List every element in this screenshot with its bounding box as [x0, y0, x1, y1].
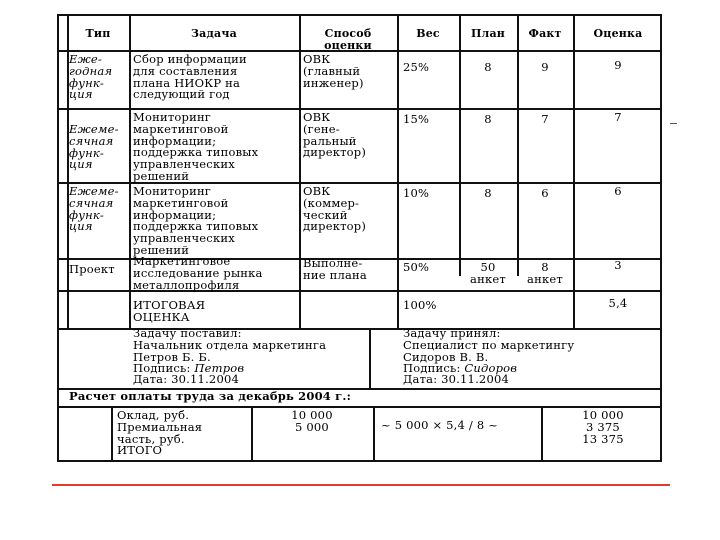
header-task: Задача	[191, 27, 237, 40]
header-plan: План	[470, 27, 506, 40]
row1-weight: 25%	[403, 60, 430, 74]
row2-type: Ежеме- сячная функ- ция	[69, 122, 119, 172]
grid-line	[299, 16, 301, 330]
row2-weight: 15%	[403, 112, 430, 126]
row1-plan: 8	[484, 60, 492, 74]
row4-plan: 50 анкет	[470, 260, 506, 286]
row2-task: Мониторинг маркетинговой информации; поддержка типовых управленческих решений	[133, 110, 259, 183]
row4-method: Выполне- ние плана	[303, 256, 367, 282]
row1-score: 9	[614, 58, 622, 72]
assigned-by: Задачу поставил: Начальник отдела маркетинга Петров Б. Б.	[133, 326, 327, 364]
row3-score: 6	[614, 184, 622, 198]
grid-line	[397, 16, 399, 330]
edge-mark	[670, 123, 677, 124]
grid-line	[373, 406, 375, 462]
row3-method: ОВК (коммер- ческий директор)	[303, 184, 367, 234]
row1-task: Сбор информации для составления плана НИОКР на следующий год	[133, 52, 247, 102]
row4-fact: 8 анкет	[527, 260, 563, 286]
row1-type: Еже- годная функ- ция	[69, 52, 113, 102]
footer-divider	[52, 484, 670, 486]
payment-title: Расчет оплаты труда за декабрь 2004 г.:	[69, 389, 352, 403]
total-score: 5,4	[608, 296, 628, 310]
row4-type: Проект	[69, 262, 115, 276]
assigned-date: Дата: 30.11.2004	[133, 372, 239, 386]
grid-line	[111, 406, 113, 462]
row3-fact: 6	[541, 186, 549, 200]
payment-formula: ~ 5 000 × 5,4 / 8 ~	[381, 418, 499, 432]
row3-weight: 10%	[403, 186, 430, 200]
scanned-document	[57, 14, 662, 462]
row2-method: ОВК (гене- ральный директор)	[303, 110, 367, 160]
row3-task: Мониторинг маркетинговой информации; поддержка типовых управленческих решений	[133, 184, 259, 257]
total-weight: 100%	[403, 298, 437, 312]
row1-fact: 9	[541, 60, 549, 74]
row3-type: Ежеме- сячная функ- ция	[69, 184, 119, 234]
row4-weight: 50%	[403, 260, 430, 274]
header-weight: Вес	[416, 27, 440, 40]
accepted-date: Дата: 30.11.2004	[403, 372, 509, 386]
payment-results: 10 000 3 375 13 375	[582, 408, 624, 446]
header-method: Способ оценки	[324, 27, 372, 52]
header-score: Оценка	[593, 27, 643, 40]
accepted-by: Задачу принял: Специалист по маркетингу Сидоров В. В.	[403, 326, 575, 364]
accepted-signature: Подпись: Сидоров	[403, 361, 518, 375]
row1-method: ОВК (главный инженер)	[303, 52, 364, 90]
grid-line	[517, 16, 519, 276]
row2-score: 7	[614, 110, 622, 124]
grid-line	[129, 16, 131, 330]
grid-line	[459, 16, 461, 276]
assigned-signature: Подпись: Петров	[133, 361, 245, 375]
row4-score: 3	[614, 258, 622, 272]
total-label: ИТОГОВАЯ ОЦЕНКА	[133, 298, 206, 324]
row3-plan: 8	[484, 186, 492, 200]
payment-values: 10 000 5 000	[291, 408, 333, 434]
row2-fact: 7	[541, 112, 549, 126]
header-fact: Факт	[528, 27, 562, 40]
grid-line	[541, 406, 543, 462]
header-type: Тип	[85, 27, 111, 40]
row4-task: Маркетинговое исследование рынка металлопрофиля	[133, 254, 263, 292]
payment-labels: Оклад, руб. Премиальная часть, руб. ИТОГО	[117, 408, 203, 458]
grid-line	[369, 328, 371, 388]
row2-plan: 8	[484, 112, 492, 126]
